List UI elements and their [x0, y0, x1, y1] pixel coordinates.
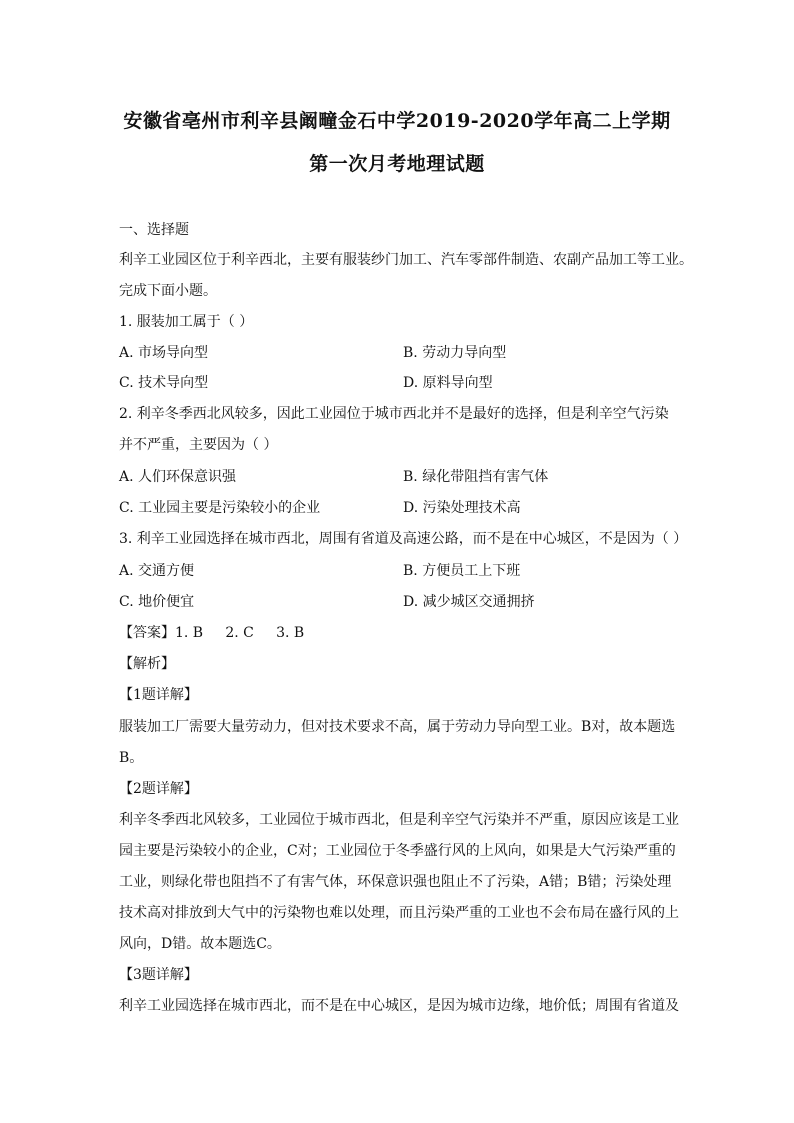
- detail-3-line: 利辛工业园选择在城市西北，而不是在中心城区，是因为城市边缘，地价低；周围有省道及: [119, 998, 679, 1014]
- question-1-option-a: A. 市场导向型: [119, 345, 209, 361]
- detail-1-heading: 【1题详解】: [119, 687, 198, 703]
- detail-2-line: 技术高对排放到大气中的污染物也难以处理，而且污染严重的工业也不会布局在盛行风的上: [119, 905, 679, 921]
- detail-1-line: 服装加工厂需要大量劳动力，但对技术要求不高，属于劳动力导向型工业。B对，故本题选: [119, 719, 676, 735]
- question-3-option-c: C. 地价便宜: [119, 594, 195, 610]
- document-title-line-1: 安徽省亳州市利辛县阚疃金石中学2019-2020学年高二上学期: [123, 110, 671, 132]
- question-2-option-a: A. 人们环保意识强: [119, 469, 237, 485]
- question-1-option-b: B. 劳动力导向型: [403, 345, 507, 361]
- detail-2-heading: 【2题详解】: [119, 781, 198, 797]
- question-1-stem: 1. 服装加工属于（ ）: [119, 314, 254, 330]
- question-3-option-b: B. 方便员工上下班: [403, 563, 521, 579]
- question-2-stem: 2. 利辛冬季西北风较多，因此工业园位于城市西北并不是最好的选择，但是利辛空气污染: [119, 406, 669, 422]
- detail-2-line: 风向，D错。故本题选C。: [119, 936, 281, 952]
- analysis-heading: 【解析】: [119, 656, 175, 672]
- question-3-option-d: D. 减少城区交通拥挤: [403, 594, 535, 610]
- question-1-option-c: C. 技术导向型: [119, 375, 209, 391]
- question-2-option-d: D. 污染处理技术高: [403, 500, 521, 516]
- document-title-line-2: 第一次月考地理试题: [309, 153, 485, 175]
- question-1-option-d: D. 原料导向型: [403, 375, 493, 391]
- passage-line: 利辛工业园区位于利辛西北，主要有服装纱门加工、汽车零部件制造、农副产品加工等工业。: [119, 252, 693, 268]
- question-2-option-c: C. 工业园主要是污染较小的企业: [119, 500, 321, 516]
- question-3-option-a: A. 交通方便: [119, 563, 195, 579]
- question-2-stem: 并不严重，主要因为（ ）: [119, 437, 278, 453]
- question-3-stem: 3. 利辛工业园选择在城市西北，周围有省道及高速公路，而不是在中心城区，不是因为（ ）: [119, 531, 688, 547]
- detail-2-line: 工业，则绿化带也阻挡不了有害气体，环保意识强也阻止不了污染，A错；B错；污染处理: [119, 874, 672, 890]
- detail-1-line: B。: [119, 750, 144, 766]
- detail-2-line: 利辛冬季西北风较多，工业园位于城市西北，但是利辛空气污染并不严重，原因应该是工业: [119, 812, 679, 828]
- answer-line: 【答案】1. B 2. C 3. B: [119, 625, 305, 641]
- passage-line: 完成下面小题。: [119, 283, 217, 299]
- question-2-option-b: B. 绿化带阻挡有害气体: [403, 469, 549, 485]
- detail-3-heading: 【3题详解】: [119, 967, 198, 983]
- section-heading: 一、选择题: [119, 222, 189, 238]
- detail-2-line: 园主要是污染较小的企业，C对；工业园位于冬季盛行风的上风向，如果是大气污染严重的: [119, 843, 676, 859]
